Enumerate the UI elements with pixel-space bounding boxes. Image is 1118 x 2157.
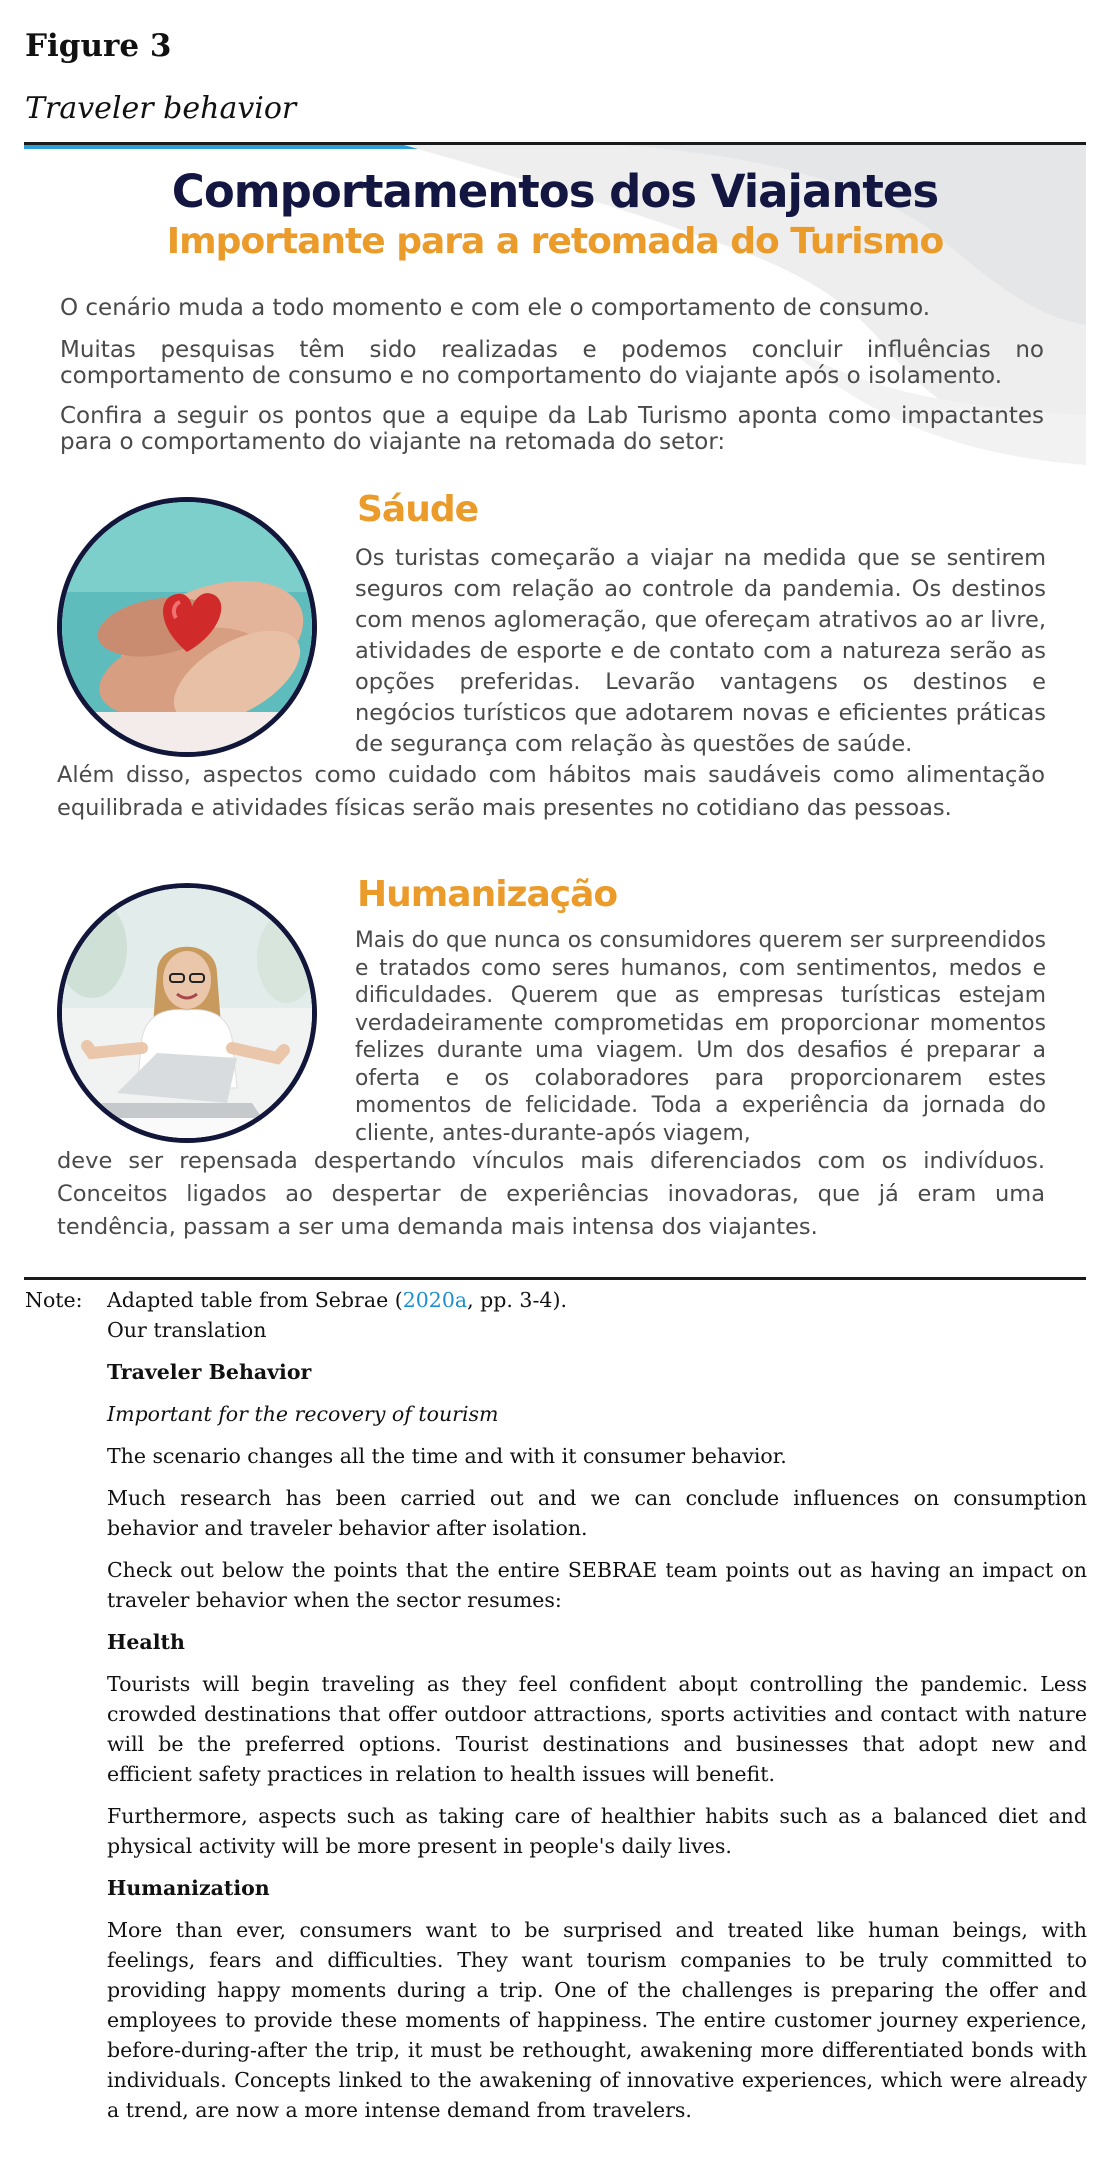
humanization-body: Mais do que nunca os consumidores querem ser surpreendidos e tratados como seres humanos, com sentimentos, medos e dificuldades. Querem que as empresas turísticas estejam verdadeiramente comprometidas em proporcionar momentos felizes durante uma viagem. Um dos desafios é preparar a oferta e os colaboradores para proporcionarem estes momentos de felicidade. Toda a experiência da jornada do cliente, antes-durante-após viagem, xyxy=(355,928,1046,1146)
humanization-image xyxy=(57,883,317,1143)
health-image xyxy=(57,497,317,757)
translation-paragraph: Much research has been carried out and we can conclude influences on consumption behavior and traveler behavior after isolation. xyxy=(107,1486,1087,1540)
translation-subtitle: Important for the recovery of tourism xyxy=(107,1402,499,1426)
humanization-heading: Humanização xyxy=(357,874,618,915)
translation-paragraph: Tourists will begin traveling as they feel confident aboμt controlling the pandemic. Less crowded destinations that offer outdoor attractions, sports activities and contact with nature will be the preferred options. Tourist destinations and businesses that adopt new and efficient safety practices in relation to health issues will benefit. xyxy=(107,1672,1087,1786)
translation-paragraph: More than ever, consumers want to be surprised and treated like human beings, with feelings, fears and difficulties. They want tourism companies to be truly committed to providing happy moments during a trip. One of the challenges is preparing the offer and employees to provide these moments of happiness. The entire customer journey experience, before-during-after the trip, it must be rethought, awakening more differentiated bonds with individuals. Concepts linked to the awakening of innovative experiences, which were already a trend, are now a more intense demand from travelers. xyxy=(107,1918,1087,2122)
intro-paragraph: Muitas pesquisas têm sido realizadas e podemos concluir influências no comportamento de consumo e no comportamento do viajante após o isolamento. xyxy=(60,337,1044,389)
translation-title: Traveler Behavior xyxy=(107,1360,312,1384)
translation-paragraph: The scenario changes all the time and with it consumer behavior. xyxy=(107,1444,787,1468)
health-continuation: Além disso, aspectos como cuidado com hábitos mais saudáveis como alimentação equilibrada e atividades físicas serão mais presentes no cotidiano das pessoas. xyxy=(57,762,1045,821)
intro-paragraph: Confira a seguir os pontos que a equipe da Lab Turismo aponta como impactantes para o comportamento do viajante na retomada do setor: xyxy=(60,403,1044,455)
note-content xyxy=(107,1285,1087,2137)
note-source xyxy=(107,1285,1087,1315)
figure-label: Figure 3 xyxy=(25,28,172,64)
citation-link[interactable]: 2020a xyxy=(402,1288,468,1312)
figure-title: Traveler behavior xyxy=(25,91,297,126)
health-body: Os turistas começarão a viajar na medida que se sentirem seguros com relação ao controle da pandemia. Os destinos com menos aglomeração, que ofereçam atrativos ao ar livre, atividades de esporte e de contato com a natureza serão as opções preferidas. Levarão vantagens os destinos e negócios turísticos que adotarem novas e eficientes práticas de segurança com relação às questões de saúde. xyxy=(355,545,1046,757)
health-translation-heading: Health xyxy=(107,1630,185,1654)
humanization-translation-heading: Humanization xyxy=(107,1876,270,1900)
health-heading: Sáude xyxy=(357,489,479,530)
intro-paragraph: O cenário muda a todo momento e com ele o comportamento de consumo. xyxy=(60,295,931,321)
poster-subtitle: Importante para a retomada do Turismo xyxy=(166,221,944,262)
translation-paragraph: Check out below the points that the entire SEBRAE team points out as having an impact on traveler behavior when the sector resumes: xyxy=(107,1558,1087,1612)
smiling-woman-at-laptop-icon xyxy=(62,888,312,1138)
note-source-prefix: Adapted table from Sebrae ( xyxy=(107,1288,403,1312)
poster-figure xyxy=(24,142,1086,1280)
hands-holding-heart-icon xyxy=(62,502,312,752)
humanization-continuation: deve ser repensada despertando vínculos mais diferenciados com os indivíduos. Conceitos ligados ao despertar de experiências inovadoras, que já eram uma tendência, passam a ser uma demanda mais intensa dos viajantes. xyxy=(57,1148,1045,1240)
note-source-suffix: , pp. 3-4). xyxy=(467,1288,567,1312)
translation-paragraph: Furthermore, aspects such as taking care of healthier habits such as a balanced diet and physical activity will be more present in people's daily lives. xyxy=(107,1804,1087,1858)
poster-title: Comportamentos dos Viajantes xyxy=(171,165,939,218)
note-label: Note: xyxy=(25,1288,83,1312)
translation-line: Our translation xyxy=(107,1318,267,1342)
